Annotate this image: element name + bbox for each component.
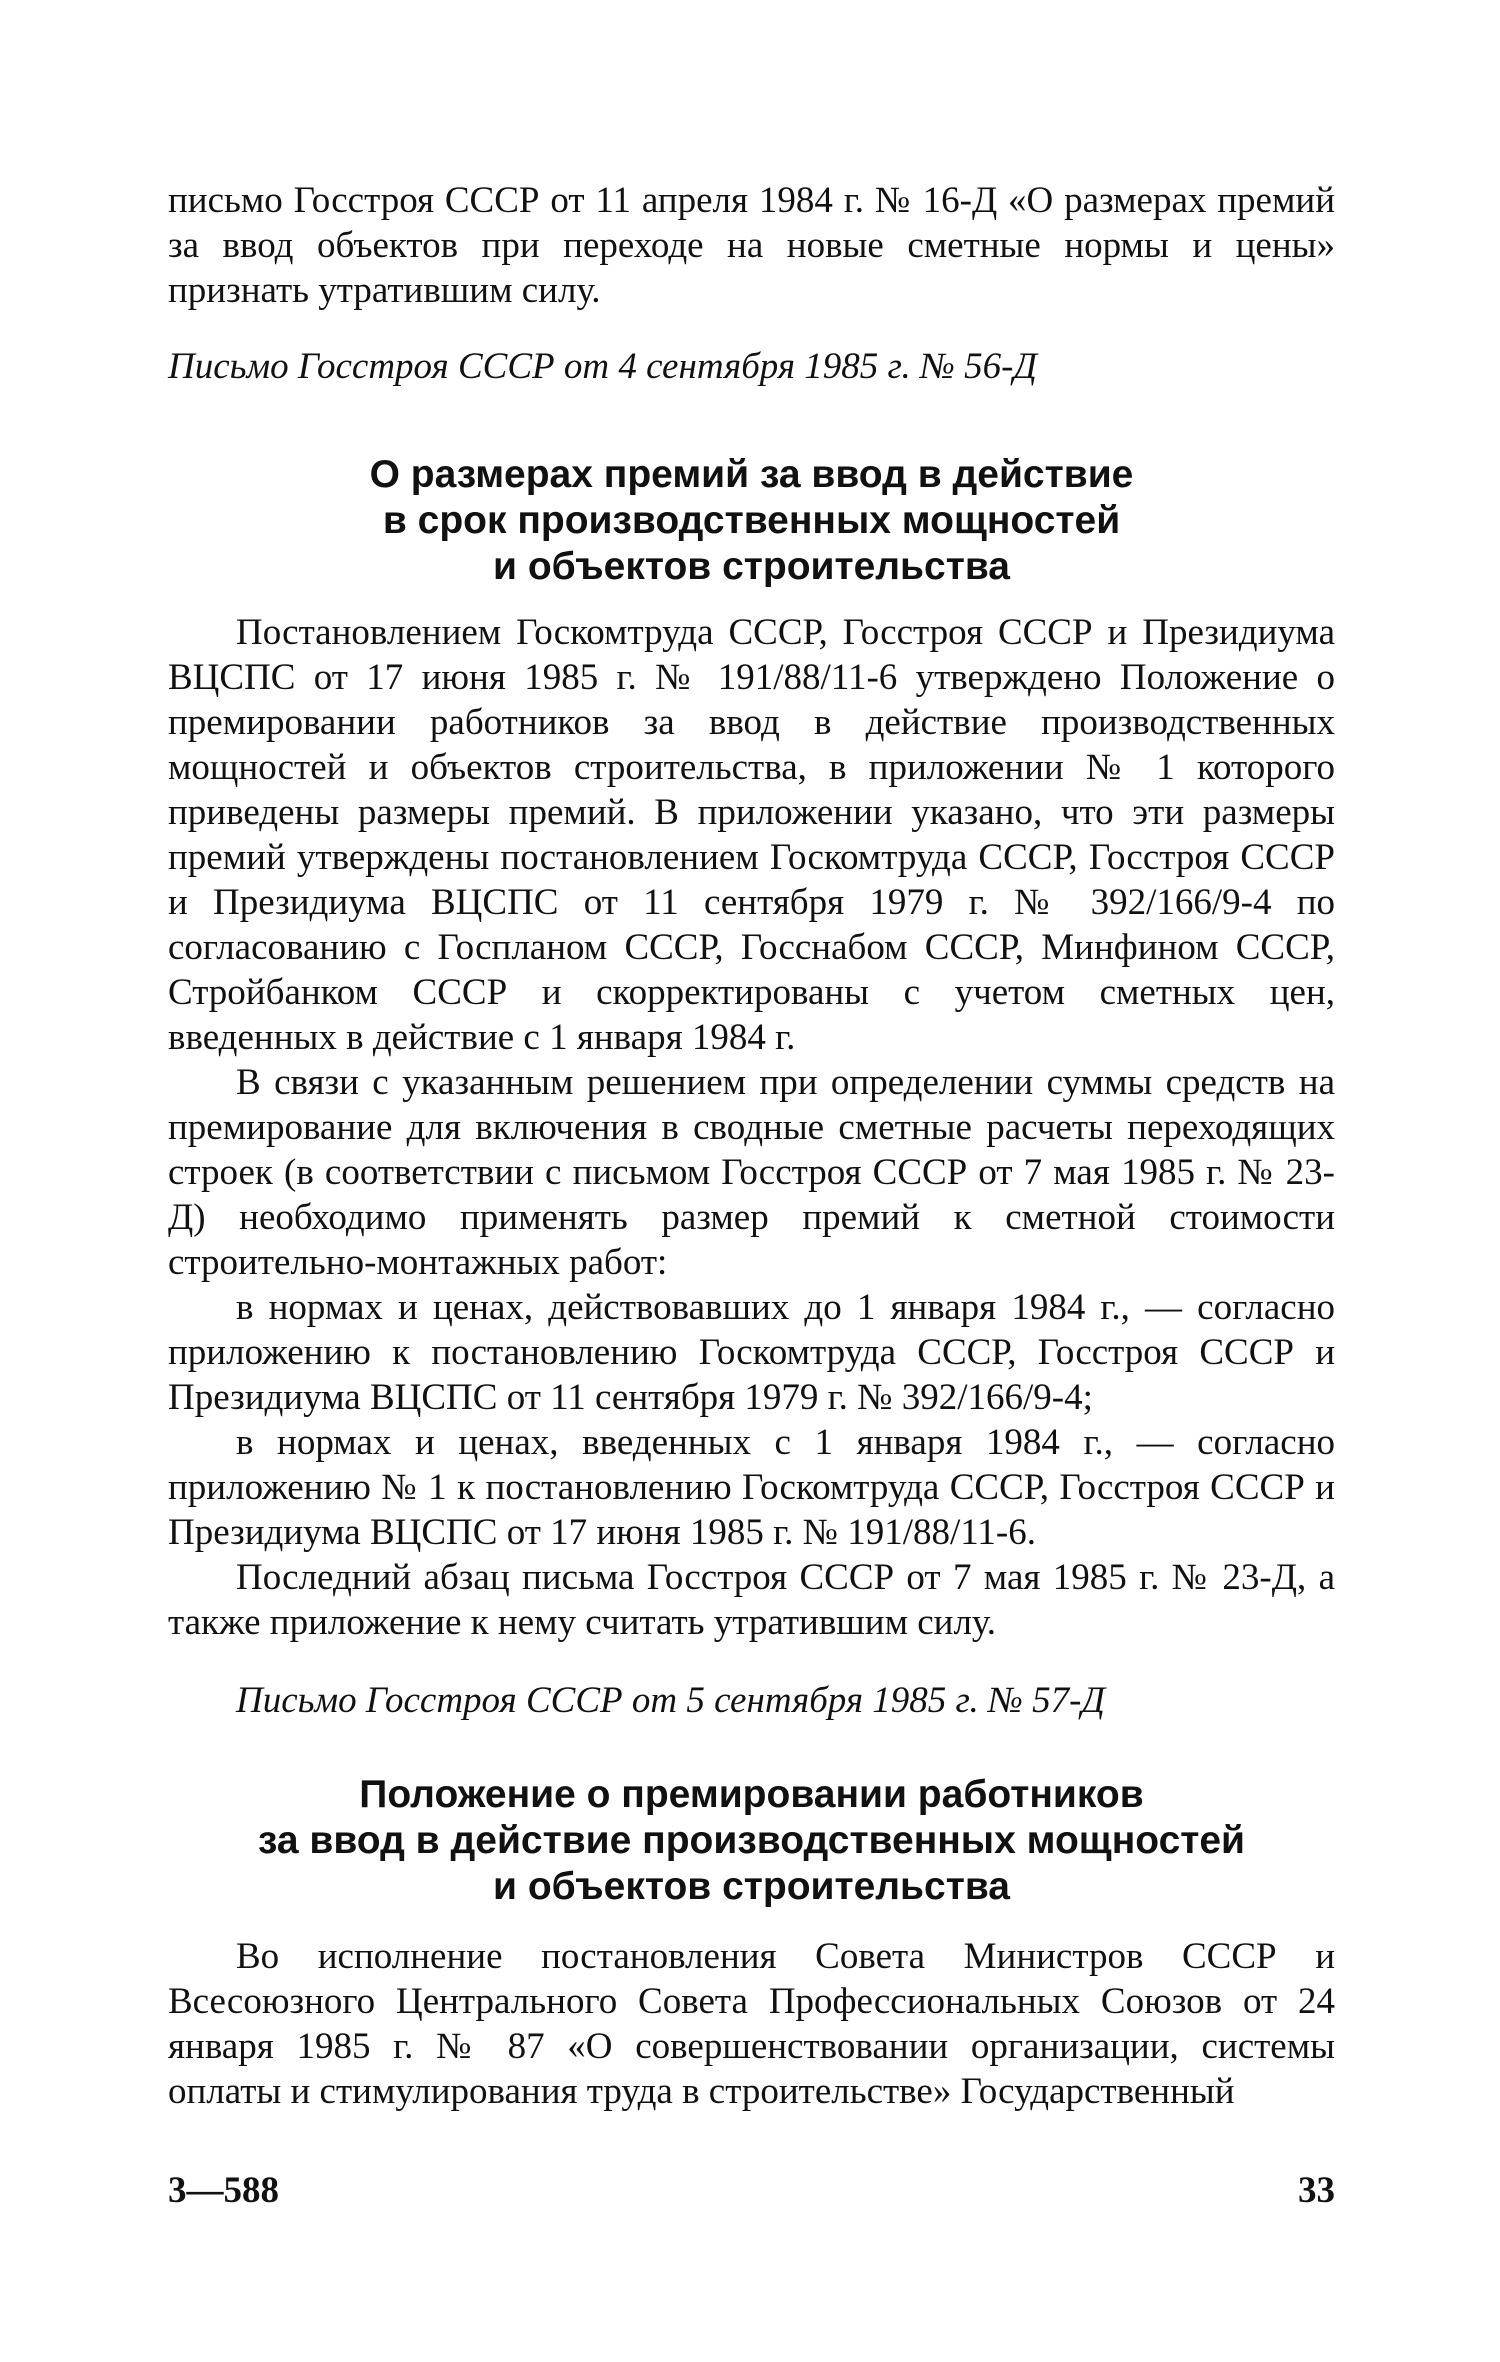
section2-reference-block (168, 1678, 1335, 1723)
section2-title (168, 1772, 1335, 1910)
section1-paragraph: Постановлением Госкомтруда СССР, Госстроя СССР и Президиума ВЦСПС от 17 июня 1985 г. № 191/88/11-6 утверждено Положение о премировании работников за ввод в действие производственных мощностей и объектов строительства, в приложении № 1 которого приведены размеры премий. В приложении указано, что эти размеры премий утверждены постановлением Госкомтруда СССР, Госстроя СССР и Президиума ВЦСПС от 11 сентября 1979 г. № 392/166/9-4 по согласованию с Госпланом СССР, Госснабом СССР, Минфином СССР, Стройбанком СССР и скорректированы с учетом сметных цен, введенных в действие с 1 января 1984 г. (168, 612, 1335, 1058)
section2-paragraph: Во исполнение постановления Совета Министров СССР и Всесоюзного Центрального Совета Профессиональных Союзов от 24 января 1985 г. № 87 «О совершенствовании организации, системы оплаты и стимулирования труда в строительстве» Государственный (168, 1936, 1335, 2112)
section1-reference: Письмо Госстроя СССР от 4 сентября 1985 г. № 56-Д (168, 346, 1037, 387)
section1-title-line: О размерах премий за ввод в действие (369, 453, 1134, 496)
section2-title-line: за ввод в действие производственных мощностей (257, 1819, 1246, 1862)
section1-title (168, 452, 1335, 590)
section1-body (168, 610, 1335, 1645)
section1-reference-block (168, 344, 1335, 389)
page-number: 33 (1298, 2170, 1335, 2211)
section1-paragraph: в нормах и ценах, действовавших до 1 января 1984 г., — согласно приложению к постановлению Госкомтруда СССР, Госстроя СССР и Президиума ВЦСПС от 11 сентября 1979 г. № 392/166/9-4; (168, 1287, 1335, 1418)
section1-paragraph: В связи с указанным решением при определении суммы средств на премирование для включения в сводные сметные расчеты переходящих строек (в соответствии с письмом Госстроя СССР от 7 мая 1985 г. № 23-Д) необходимо применять размер премий к сметной стоимости строительно-монтажных работ: (168, 1062, 1335, 1283)
section2-title-line: Положение о премировании работников (359, 1773, 1144, 1816)
section1-title-block (168, 452, 1335, 590)
section1-paragraph: в нормах и ценах, введенных с 1 января 1984 г., — согласно приложению № 1 к постановлению Госкомтруда СССР, Госстроя СССР и Президиума ВЦСПС от 17 июня 1985 г. № 191/88/11-6. (168, 1422, 1335, 1553)
signature-mark: 3—588 (168, 2170, 279, 2211)
section2-body (168, 1934, 1335, 2114)
section1-title-line: в срок производственных мощностей (382, 499, 1121, 542)
section1-title-line: и объектов строительства (493, 545, 1010, 588)
section2-reference: Письмо Госстроя СССР от 5 сентября 1985 г. № 57-Д (236, 1680, 1105, 1721)
intro-paragraph: письмо Госстроя СССР от 11 апреля 1984 г. № 16-Д «О размерах премий за ввод объектов при переходе на новые сметные нормы и цены» признать утратившим силу. (168, 180, 1335, 311)
section2-title-block (168, 1772, 1335, 1910)
section2-title-line: и объектов строительства (493, 1865, 1010, 1908)
intro-block (168, 178, 1335, 313)
section1-paragraph: Последний абзац письма Госстроя СССР от 7 мая 1985 г. № 23-Д, а также приложение к нему считать утратившим силу. (168, 1557, 1335, 1643)
